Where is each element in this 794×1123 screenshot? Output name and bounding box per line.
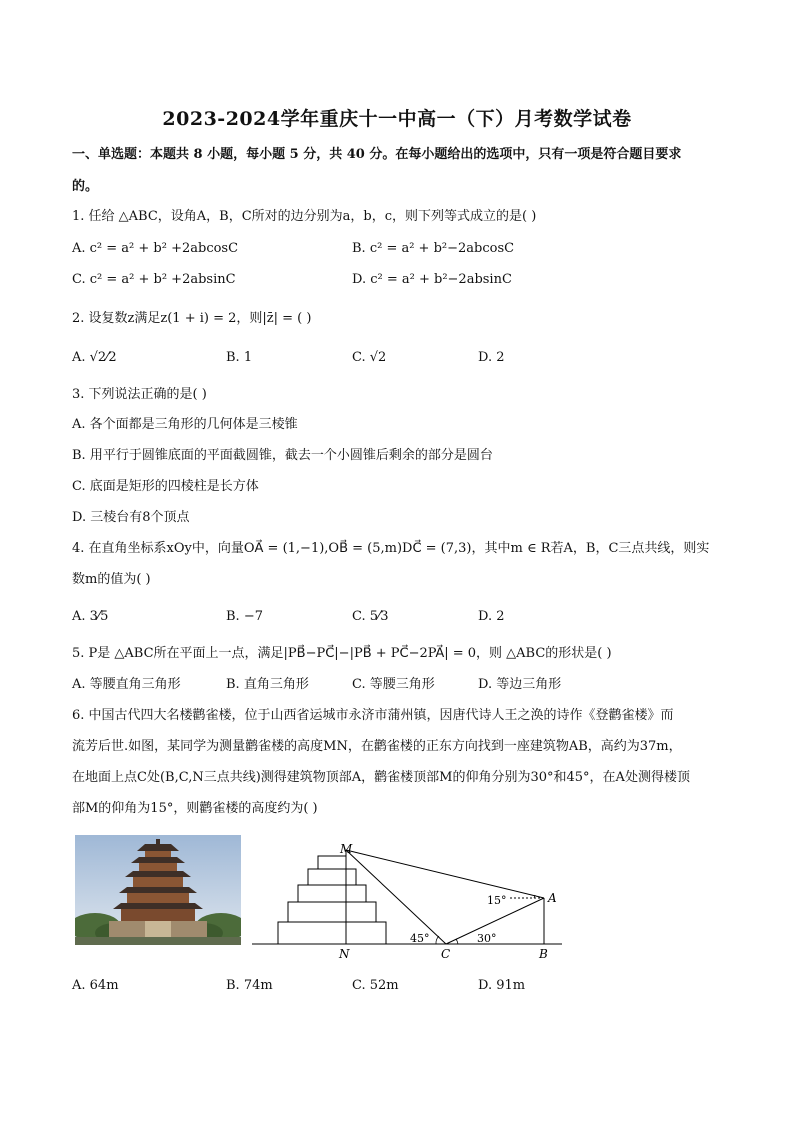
question-4-option-c: C. 5⁄3 [352,609,389,624]
angle-label-45: 45° [410,932,430,945]
question-1-option-c: C. c² = a² + b² +2absinC [72,272,236,287]
question-5-stem: 5. P是 △ABC所在平面上一点，满足|PB⃗−PC⃗|−|PB⃗ + PC⃗−2PA⃗| = 0，则 △ABC的形状是( ) [72,646,612,661]
question-2-stem: 2. 设复数z满足z(1 + i) = 2，则|z̄| = ( ) [72,311,312,326]
question-6-option-b: B. 74m [226,978,273,993]
label-n: N [339,947,350,961]
question-5-option-c: C. 等腰三角形 [352,677,435,692]
label-a: A [548,891,557,905]
question-3-option-a: A. 各个面都是三角形的几何体是三棱锥 [72,417,298,432]
question-4-stem-line2: 数m的值为( ) [72,572,151,587]
question-3-option-d: D. 三棱台有8个顶点 [72,510,190,525]
question-6-option-c: C. 52m [352,978,399,993]
question-4-option-b: B. −7 [226,609,263,624]
question-6-stem-line3: 在地面上点C处(B,C,N三点共线)测得建筑物顶部A，鹳雀楼顶部M的仰角分别为30°和45°，在A处测得楼顶 [72,770,690,785]
geometry-figure [250,838,570,966]
question-4-option-d: D. 2 [478,609,505,624]
section-heading-line1: 一、单选题：本题共 8 小题，每小题 5 分，共 40 分。在每小题给出的选项中，只有一项是符合题目要求 [72,147,682,162]
page-title: 2023-2024学年重庆十一中高一（下）月考数学试卷 [162,108,632,130]
question-4-stem-line1: 4. 在直角坐标系xOy中，向量OA⃗ = (1,−1),OB⃗ = (5,m)DC⃗ = (7,3)，其中m ∈ R若A，B，C三点共线，则实 [72,541,710,556]
question-5-option-a: A. 等腰直角三角形 [72,677,181,692]
question-2-option-d: D. 2 [478,350,505,365]
question-6-option-d: D. 91m [478,978,526,993]
angle-label-30: 30° [477,932,497,945]
question-6-stem-line4: 部M的仰角为15°，则鹳雀楼的高度约为( ) [72,801,318,816]
label-b: B [539,947,548,961]
question-1-option-b: B. c² = a² + b²−2abcosC [352,241,515,256]
question-2-option-c: C. √2 [352,350,387,365]
question-2-option-b: B. 1 [226,350,253,365]
label-c: C [441,947,451,961]
question-2-option-a: A. √2⁄2 [72,350,117,365]
tower-photo [75,835,241,945]
question-1-option-a: A. c² = a² + b² +2abcosC [72,241,239,256]
question-6-option-a: A. 64m [72,978,119,993]
question-4-option-a: A. 3⁄5 [72,609,109,624]
question-5-option-b: B. 直角三角形 [226,677,309,692]
question-3-stem: 3. 下列说法正确的是( ) [72,387,207,402]
question-1-stem: 1. 任给 △ABC，设角A，B，C所对的边分别为a，b，c，则下列等式成立的是( ) [72,209,537,224]
question-6-stem-line1: 6. 中国古代四大名楼鹳雀楼，位于山西省运城市永济市蒲州镇，因唐代诗人王之涣的诗作《登鹳雀楼》而 [72,708,674,723]
question-5-option-d: D. 等边三角形 [478,677,562,692]
section-heading-line2: 的。 [72,179,99,194]
question-3-option-c: C. 底面是矩形的四棱柱是长方体 [72,479,259,494]
angle-label-15: 15° [487,894,507,907]
question-1-option-d: D. c² = a² + b²−2absinC [352,272,512,287]
label-m: M [340,842,353,856]
question-6-stem-line2: 流芳后世.如图，某同学为测量鹳雀楼的高度MN，在鹳雀楼的正东方向找到一座建筑物AB，高约为37m， [72,739,682,754]
tower-steps [278,856,386,944]
question-3-option-b: B. 用平行于圆锥底面的平面截圆锥，截去一个小圆锥后剩余的部分是圆台 [72,448,493,463]
